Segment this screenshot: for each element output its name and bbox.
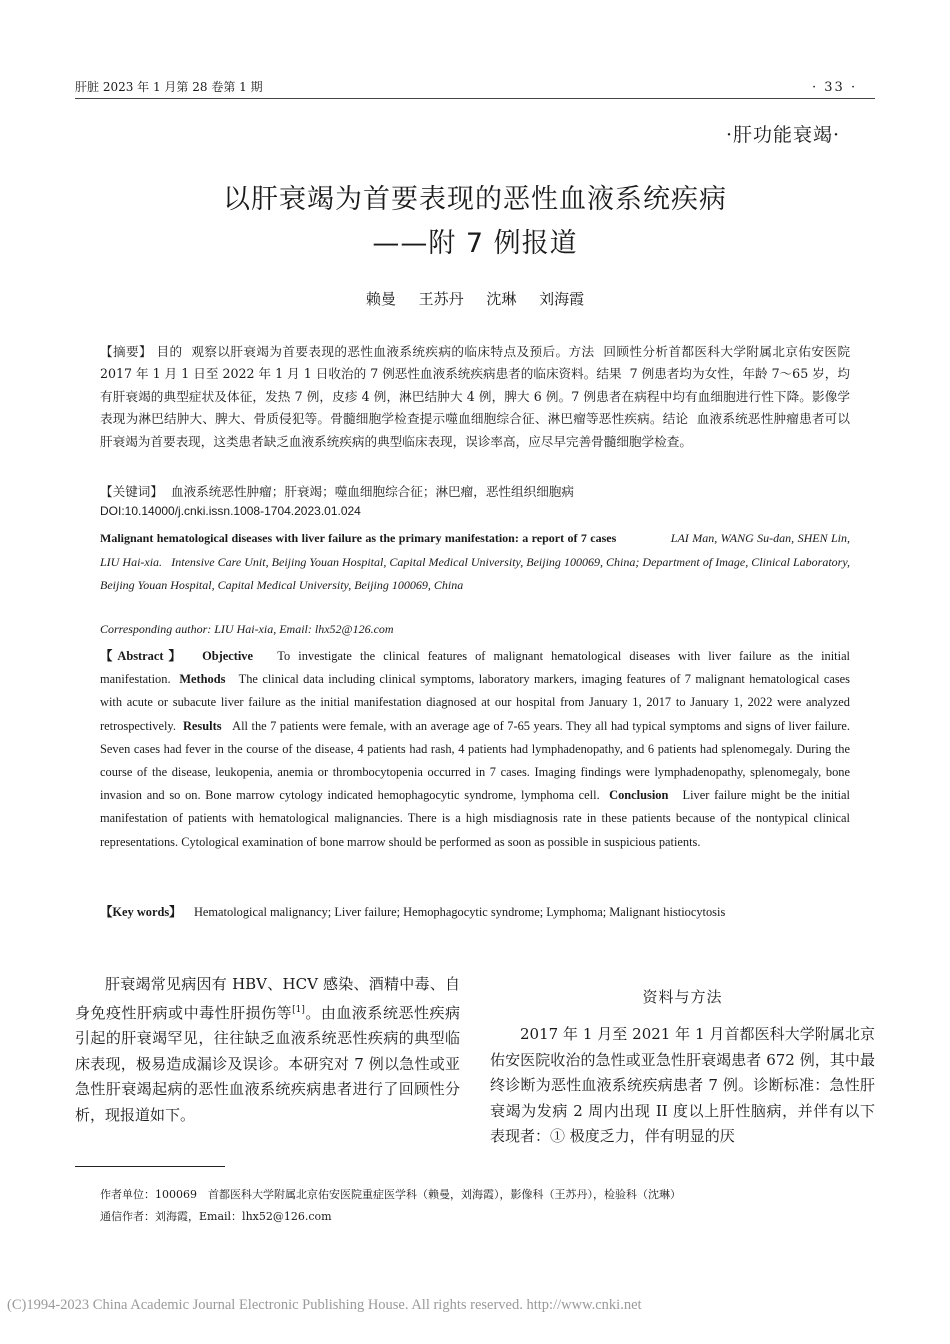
- reference-citation: [1]: [292, 1004, 305, 1015]
- methods-label: 方法: [568, 344, 595, 359]
- en-methods-text: The clinical data including clinical symptoms, laboratory markers, imaging features of 7 malignant hematological cases with acute or subacute liver failure as the initial manifestation diagnosed at our hospital from January 1, 2017 to January 1, 2022 were analyzed retrospectively.: [100, 672, 850, 733]
- results-text: 7 例患者均为女性，年龄 7～65 岁，均有肝衰竭的典型症状及体征，发热 7 例，皮疹 4 例，淋巴结肿大 4 例，脾大 6 例。7 例患者在病程中均有血细胞进行性下降。影像学表现为淋巴结肿大、脾大、骨质侵犯等。骨髓细胞学检查提示噬血细胞综合征、淋巴瘤等恶性疾病。: [100, 366, 850, 427]
- intro-text-a: 肝衰竭常见病因有 HBV、HCV 感染、酒精中毒、自身免疫性肝病或中毒性肝损伤等: [75, 975, 460, 1022]
- keywords-text: 血液系统恶性肿瘤；肝衰竭；噬血细胞综合征；淋巴瘤，恶性组织细胞病: [170, 484, 574, 499]
- doi: DOI:10.14000/j.cnki.issn.1008-1704.2023.01.024: [100, 504, 361, 518]
- en-keywords-label: 【Key words】: [100, 905, 182, 919]
- en-abstract-label: 【Abstract】: [100, 649, 186, 663]
- results-label: 结果: [596, 366, 622, 382]
- methods-text: 回顾性分析首都医科大学附属北京佑安医院 2017 年 1 月 1 日至 2022 年 1 月 1 日收治的 7 例恶性血液系统疾病患者的临床资料。: [100, 344, 851, 382]
- chinese-keywords: [100, 481, 850, 503]
- en-conclusion-label: Conclusion: [609, 788, 669, 803]
- copyright-watermark: (C)1994-2023 China Academic Journal Electronic Publishing House. All rights reserved. http://www.cnki.net: [7, 1297, 642, 1313]
- en-objective-label: Objective: [202, 649, 253, 663]
- objective-label: 目的: [156, 344, 183, 359]
- chinese-abstract: [100, 341, 850, 453]
- en-objective-text: To investigate the clinical features of malignant hematological diseases with liver failure as the initial manifestation.: [100, 649, 851, 687]
- en-conclusion-text: Liver failure might be the initial manifestation of patients with hematological malignancies. There is a high misdiagnosis rate in these patients because of the nontypical clinical representations. Cytological examination of bone marrow should be performed as soon as possible in suspicious patients.: [100, 788, 850, 849]
- en-results-label: Results: [182, 718, 222, 733]
- english-keywords: [100, 901, 850, 924]
- footnote-correspondence: 通信作者：刘海霞，Email：lhx52@126.com: [100, 1210, 332, 1223]
- footnote-affiliation: 作者单位：100069 首都医科大学附属北京佑安医院重症医学科（赖曼，刘海霞），影像科（王苏丹），检验科（沈琳）: [100, 1188, 681, 1201]
- english-title: Malignant hematological diseases with liver failure as the primary manifestation: a report of 7 cases: [100, 531, 617, 545]
- header-rule: [75, 98, 875, 99]
- english-affiliation: Intensive Care Unit, Beijing Youan Hospital, Capital Medical University, Beijing 100069, China; Department of Image, Clinical Laboratory, Beijing Youan Hospital, Capital Medical University, Beijing 100069, China: [100, 554, 851, 592]
- authors: 赖曼 王苏丹 沈琳 刘海霞: [365, 290, 585, 308]
- body-right-column: 2017 年 1 月至 2021 年 1 月首都医科大学附属北京佑安医院收治的急性或亚急性肝衰竭患者 672 例，其中最终诊断为恶性血液系统疾病患者 7 例。诊断标准：急性肝衰竭为发病 2 周内出现 II 度以上肝性脑病，并伴有以下表现者：① 极度乏力，伴有明显的厌: [490, 1025, 875, 1146]
- conclusion-text: 血液系统恶性肿瘤患者可以肝衰竭为首要表现，这类患者缺乏血液系统疾病的典型临床表现，误诊率高，应尽早完善骨髓细胞学检查。: [100, 411, 851, 449]
- conclusion-label: 结论: [662, 411, 689, 427]
- intro-text-b: 。由血液系统恶性疾病引起的肝衰竭罕见，往往缺乏血液系统恶性疾病的典型临床表现，极易造成漏诊及误诊。本研究对 7 例以急性或亚急性肝衰竭起病的恶性血液系统疾病患者进行了回顾性分析，现报道如下。: [75, 1003, 460, 1124]
- running-header-journal: 肝脏 2023 年 1 月第 28 卷第 1 期: [75, 80, 263, 94]
- corresponding-author: Corresponding author: LIU Hai-xia, Email: lhx52@126.com: [100, 622, 394, 636]
- article-title: [75, 178, 875, 266]
- page-number: · 33 ·: [812, 80, 858, 95]
- footnote-rule: [75, 1166, 225, 1167]
- keywords-label: 【关键词】: [100, 484, 163, 499]
- title-line-1: 以肝衰竭为首要表现的恶性血液系统疾病: [223, 184, 727, 215]
- title-line-2: ——附 7 例报道: [372, 228, 578, 259]
- english-abstract: [100, 645, 850, 854]
- methods-heading: 资料与方法: [642, 988, 723, 1006]
- english-authors: LAI Man, WANG Su-dan, SHEN Lin, LIU Hai-xia.: [100, 531, 850, 569]
- abstract-label: 【摘要】: [100, 344, 153, 359]
- en-methods-label: Methods: [179, 672, 226, 687]
- en-keywords-text: Hematological malignancy; Liver failure; Hemophagocytic syndrome; Lymphoma; Malignant histiocytosis: [193, 905, 726, 919]
- objective-text: 观察以肝衰竭为首要表现的恶性血液系统疾病的临床特点及预后。: [191, 344, 569, 359]
- section-label: ·肝功能衰竭·: [726, 124, 841, 146]
- body-left-column: [75, 972, 460, 1129]
- english-title-block: [100, 527, 850, 598]
- en-results-text: All the 7 patients were female, with an average age of 7-65 years. They all had typical symptoms and signs of liver failure. Seven cases had fever in the course of the disease, 4 patients had rash, 4 patients had lymphadenopathy, and 6 patients had splenomegaly. During the course of the disease, leukopenia, anemia or thrombocytopenia occurred in 7 cases. Imaging findings were lymphadenopathy, splenomegaly, bone invasion and so on. Bone marrow cytology indicated hemophagocytic syndrome, lymphoma cell.: [100, 718, 851, 803]
